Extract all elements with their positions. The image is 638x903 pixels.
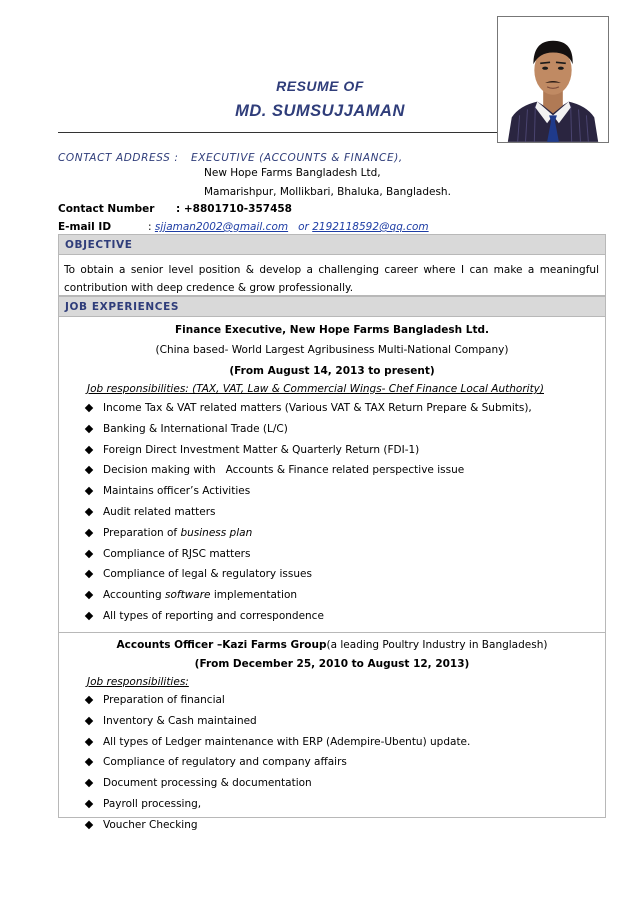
diamond-bullet-icon <box>85 487 93 495</box>
list-item: Preparation of financial <box>81 690 470 711</box>
address-line-1: New Hope Farms Bangladesh Ltd, <box>204 167 381 179</box>
email-secondary-link[interactable]: 2192118592@qq.com <box>312 221 429 233</box>
email-label: E-mail ID <box>58 221 112 233</box>
diamond-bullet-icon <box>85 800 93 808</box>
contact-number-value: : +8801710-357458 <box>176 203 292 215</box>
job-experiences-heading: JOB EXPERIENCES <box>59 297 605 317</box>
diamond-bullet-icon <box>85 508 93 516</box>
diamond-bullet-icon <box>85 466 93 474</box>
header-divider <box>58 132 497 133</box>
contact-address-label: CONTACT ADDRESS : <box>58 152 179 164</box>
diamond-bullet-icon <box>85 612 93 620</box>
diamond-bullet-icon <box>85 549 93 557</box>
candidate-name: MD. SUMSUJJAMAN <box>235 102 405 120</box>
job1-title: Finance Executive, New Hope Farms Bangladesh Ltd. <box>174 324 490 336</box>
job1-responsibilities-label: Job responsibilities: (TAX, VAT, Law & Commercial Wings- Chef Finance Local Authority) <box>87 383 544 395</box>
job-entry-new-hope <box>59 317 605 633</box>
profile-photo <box>497 16 609 143</box>
list-item: Accounting software implementation <box>81 585 532 606</box>
portrait-image <box>498 17 608 142</box>
list-item: Banking & International Trade (L/C) <box>81 419 532 440</box>
objective-heading: OBJECTIVE <box>59 235 605 255</box>
address-line-2: Mamarishpur, Mollikbari, Bhaluka, Bangladesh. <box>204 186 451 198</box>
email-primary-link[interactable]: sjjaman2002@gmail.com <box>154 221 289 233</box>
list-item: All types of reporting and correspondence <box>81 606 532 627</box>
objective-section <box>58 234 606 296</box>
diamond-bullet-icon <box>85 591 93 599</box>
list-item: Preparation of business plan <box>81 523 532 544</box>
email-value <box>148 221 429 233</box>
objective-text: To obtain a senior level position & develop a challenging career where I can make a meaningful contribution with deep credence & grow professionally. <box>64 264 599 294</box>
list-item: Voucher Checking <box>81 815 470 836</box>
job-experiences-section <box>58 296 606 831</box>
list-item: Decision making with Accounts & Finance related perspective issue <box>81 460 532 481</box>
job2-responsibilities-label: Job responsibilities: <box>87 676 189 688</box>
list-item: All types of Ledger maintenance with ERP (Adempire-Ubentu) update. <box>81 732 470 753</box>
job2-title: Accounts Officer –Kazi Farms Group(a leading Poultry Industry in Bangladesh) <box>116 639 548 651</box>
resume-title: RESUME OF <box>276 78 364 94</box>
list-item: Compliance of regulatory and company affairs <box>81 752 470 773</box>
list-item: Income Tax & VAT related matters (Various VAT & TAX Return Prepare & Submits), <box>81 398 532 419</box>
job2-responsibility-list <box>81 690 470 836</box>
diamond-bullet-icon <box>85 717 93 725</box>
diamond-bullet-icon <box>85 570 93 578</box>
list-item: Payroll processing, <box>81 794 470 815</box>
diamond-bullet-icon <box>85 779 93 787</box>
contact-number-label: Contact Number <box>58 203 155 215</box>
list-item: Document processing & documentation <box>81 773 470 794</box>
job1-period: (From August 14, 2013 to present) <box>229 365 435 377</box>
contact-role: EXECUTIVE (ACCOUNTS & FINANCE), <box>191 152 403 164</box>
diamond-bullet-icon <box>85 696 93 704</box>
list-item: Audit related matters <box>81 502 532 523</box>
diamond-bullet-icon <box>85 445 93 453</box>
list-item: Maintains officer’s Activities <box>81 481 532 502</box>
list-item: Compliance of legal & regulatory issues <box>81 564 532 585</box>
diamond-bullet-icon <box>85 425 93 433</box>
list-item: Inventory & Cash maintained <box>81 711 470 732</box>
email-or: or <box>298 221 309 233</box>
job-entry-kazi-farms <box>59 633 605 836</box>
email-prefix: : <box>148 221 155 233</box>
diamond-bullet-icon <box>85 404 93 412</box>
diamond-bullet-icon <box>85 737 93 745</box>
diamond-bullet-icon <box>85 758 93 766</box>
job2-period: (From December 25, 2010 to August 12, 2013) <box>194 658 470 670</box>
diamond-bullet-icon <box>85 529 93 537</box>
list-item: Compliance of RJSC matters <box>81 544 532 565</box>
diamond-bullet-icon <box>85 821 93 829</box>
job1-responsibility-list <box>81 398 532 627</box>
job1-subtitle: (China based- World Largest Agribusiness Multi-National Company) <box>155 344 509 356</box>
list-item: Foreign Direct Investment Matter & Quarterly Return (FDI-1) <box>81 440 532 461</box>
